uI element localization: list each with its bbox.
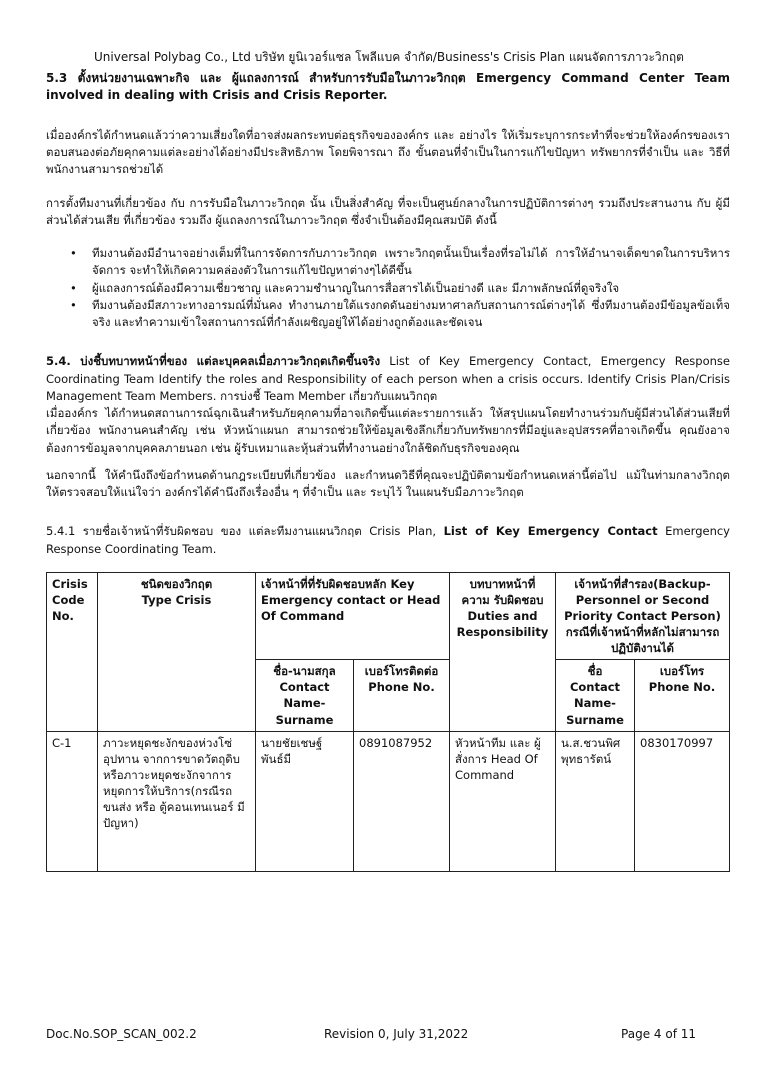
header-duties: บทบาทหน้าที่ ความ รับผิดชอบ Duties and Responsibility [450,572,556,731]
cell-code: C-1 [47,731,98,871]
list-item: • ทีมงานต้องมีอำนาจอย่างเต็มที่ในการจัดการกับภาวะวิกฤต เพราะวิกฤตนั้นเป็นเรื่องที่รอไม่ได้ การให้อำนาจเด็ดขาดในการบริหารจัดการ จะทำให้เกิดความคล่องตัวในการแก้ไขปัญหาต่างๆได้ดีขึ้น [70,245,730,280]
header-type-crisis [98,572,256,731]
section-5-4-paragraph-1: เมื่อองค์กร ได้กำหนดสถานการณ์ฉุกเฉินสำหรับภัยคุกคามที่อาจเกิดขึ้นแต่ละรายการแล้ว ให้สรุปแผนโดยทำงานร่วมกับผู้มีส่วนได้ส่วนเสียที่เกี่ยวข้อง พนักงานคนสำคัญ เช่น หัวหน้าแผนก สามารถช่วยให้ข้อมูลเชิงลึกเกี่ยวกับทรัพยากรที่มีอยู่และอุปสรรคที่อาจเกิดขึ้น คุณยังอาจต้องการข้อมูลจากบุคคลภายนอก เช่น ผู้รับเหมาและหุ้นส่วนที่ทำงานอย่างใกล้ชิดกับธุรกิจของคุณ [46,406,730,455]
page-header: Universal Polybag Co., Ltd บริษัท ยูนิเวอร์แซล โพลีแบค จำกัด/Business's Crisis Plan แผนจัดการภาวะวิกฤต [94,50,684,64]
header-type-en: Type Crisis [141,592,212,607]
table-row [47,731,730,871]
page-content [46,70,730,872]
header-contact-phone: เบอร์โทรติดต่อ Phone No. [354,660,450,731]
cell-backup-name: น.ส.ชวนพิศ พุทธารัตน์ [556,731,635,871]
header-contact-name: ชื่อ-นามสกุล Contact Name-Surname [256,660,354,731]
header-backup-personnel: เจ้าหน้าที่สำรอง(Backup-Personnel or Second Priority Contact Person) กรณีที่เจ้าหน้าที่หลักไม่สามารถปฏิบัติงานได้ [556,572,730,659]
header-backup-name: ชื่อ Contact Name-Surname [556,660,635,731]
intro-bold-text: List of Key Emergency Contact [443,524,658,539]
header-backup-phone: เบอร์โทร Phone No. [635,660,730,731]
cell-main-phone: 0891087952 [354,731,450,871]
cell-backup-phone: 0830170997 [635,731,730,871]
intro-text: 5.4.1 รายชื่อเจ้าหน้าที่รับผิดชอบ ของ แต่ละทีมงานแผนวิกฤต Crisis Plan, [46,524,444,539]
section-5-4-heading [46,353,730,405]
section-5-3-paragraph-2: การตั้งทีมงานที่เกี่ยวข้อง กับ การรับมือในภาวะวิกฤต นั้น เป็นสิ่งสำคัญ ที่จะเป็นศูนย์กลางในการปฏิบัติการต่างๆ รวมถึงประสานงาน กับ ผู้มีส่วนได้ส่วนเสีย ที่เกี่ยวข้อง รวมถึง ผู้แถลงการณ์ในภาวะวิกฤต ซึ่งจำเป็นต้องมีคุณสมบัติ ดังนี้ [46,195,730,227]
section-5-4-paragraph-2: นอกจากนี้ ให้คำนึงถึงข้อกำหนดด้านกฎระเบียบที่เกี่ยวข้อง และกำหนดวิธีที่คุณจะปฏิบัติตามข้อกำหนดเหล่านี้ต่อไป แม้ในท่ามกลางวิกฤต ให้ตรวจสอบให้แน่ใจว่า องค์กรได้คำนึงถึงเรื่องอื่น ๆ ที่จำเป็น และ ระบุไว้ ในแผนรับมือภาวะวิกฤต [46,467,730,500]
doc-number: Doc.No.SOP_SCAN_002.2 [46,1027,197,1041]
table-header-row [47,572,730,659]
header-type-th: ชนิดของวิกฤต [140,576,213,591]
section-5-4-heading-bold: 5.4. บ่งชี้บทบาทหน้าที่ของ แต่ละบุคคลเมื่อภาวะวิกฤตเกิดขึ้นจริง [46,354,381,369]
page-number: Page 4 of 11 [621,1027,696,1041]
cell-type: ภาวะหยุดชะงักของห่วงโซ่อุปทาน จากการขาดวัตถุดิบ หรือภาวะหยุดชะงักจาการหยุดการให้บริการ(กรณีรถขนส่ง หรือ ตู้คอนเทนเนอร์ มีปัญหา) [98,731,256,871]
cell-main-name: นายชัยเชษฐ์ พันธ์มี [256,731,354,871]
revision-info: Revision 0, July 31,2022 [324,1027,469,1041]
header-key-contact: เจ้าหน้าที่ที่รับผิดชอบหลัก Key Emergency contact or Head Of Command [256,572,450,659]
list-item: • ทีมงานต้องมีสภาวะทางอารมณ์ที่มั่นคง ทำงานภายใต้แรงกดดันอย่างมหาศาลกับสถานการณ์ต่างๆได้ ซึ่งทีมงานต้องมีข้อมูลข้อเท็จจริง และทำความเข้าใจสถานการณ์ที่กำลังเผชิญอยู่ให้ได้อย่างถูกต้องและชัดเจน [70,297,730,332]
section-5-4-heading-rest: List of Key Emergency Contact, Emergency Response Coordinating Team Identify the roles and Responsibility of each person when a crisis occurs. Identify Crisis Plan/Crisis Management Team Members. การบ่งชี้ Team Member เกี่ยวกับแผนวิกฤต [46,354,730,403]
section-5-3-paragraph-1: เมื่อองค์กรได้กำหนดแล้วว่าความเสี่ยงใดที่อาจส่งผลกระทบต่อธุรกิจขององค์กร และ อย่างไร ให้เริ่มระบุการกระทำที่จะช่วยให้องค์กรของเราตอบสนองต่อภัยคุกคามแต่ละอย่างได้อย่างมีประสิทธิภาพ โดยพิจารณา ถึง ขั้นตอนที่จำเป็นในการแก้ไขปัญหา ทรัพยากรที่จำเป็น และ วิธีที่พนักงานสามารถช่วยได้ [46,127,730,177]
intro-rest-text: Emergency Response Coordinating Team. [46,524,730,556]
key-emergency-contact-table [46,572,730,872]
qualification-list [70,245,730,331]
section-5-4-1-intro [46,523,730,558]
header-crisis-code: Crisis Code No. [47,572,98,731]
cell-duty: หัวหน้าทีม และ ผู้สั่งการ Head Of Command [450,731,556,871]
list-item: • ผู้แถลงการณ์ต้องมีความเชี่ยวชาญ และความชำนาญในการสื่อสารได้เป็นอย่างดี และ มีภาพลักษณ์ที่ดูจริงใจ [70,280,730,297]
section-5-3-heading: 5.3 ตั้งหน่วยงานเฉพาะกิจ และ ผู้แถลงการณ์ สำหรับการรับมือในภาวะวิกฤต Emergency Command Center Team involved in dealing with Crisis and Crisis Reporter. [46,71,730,103]
